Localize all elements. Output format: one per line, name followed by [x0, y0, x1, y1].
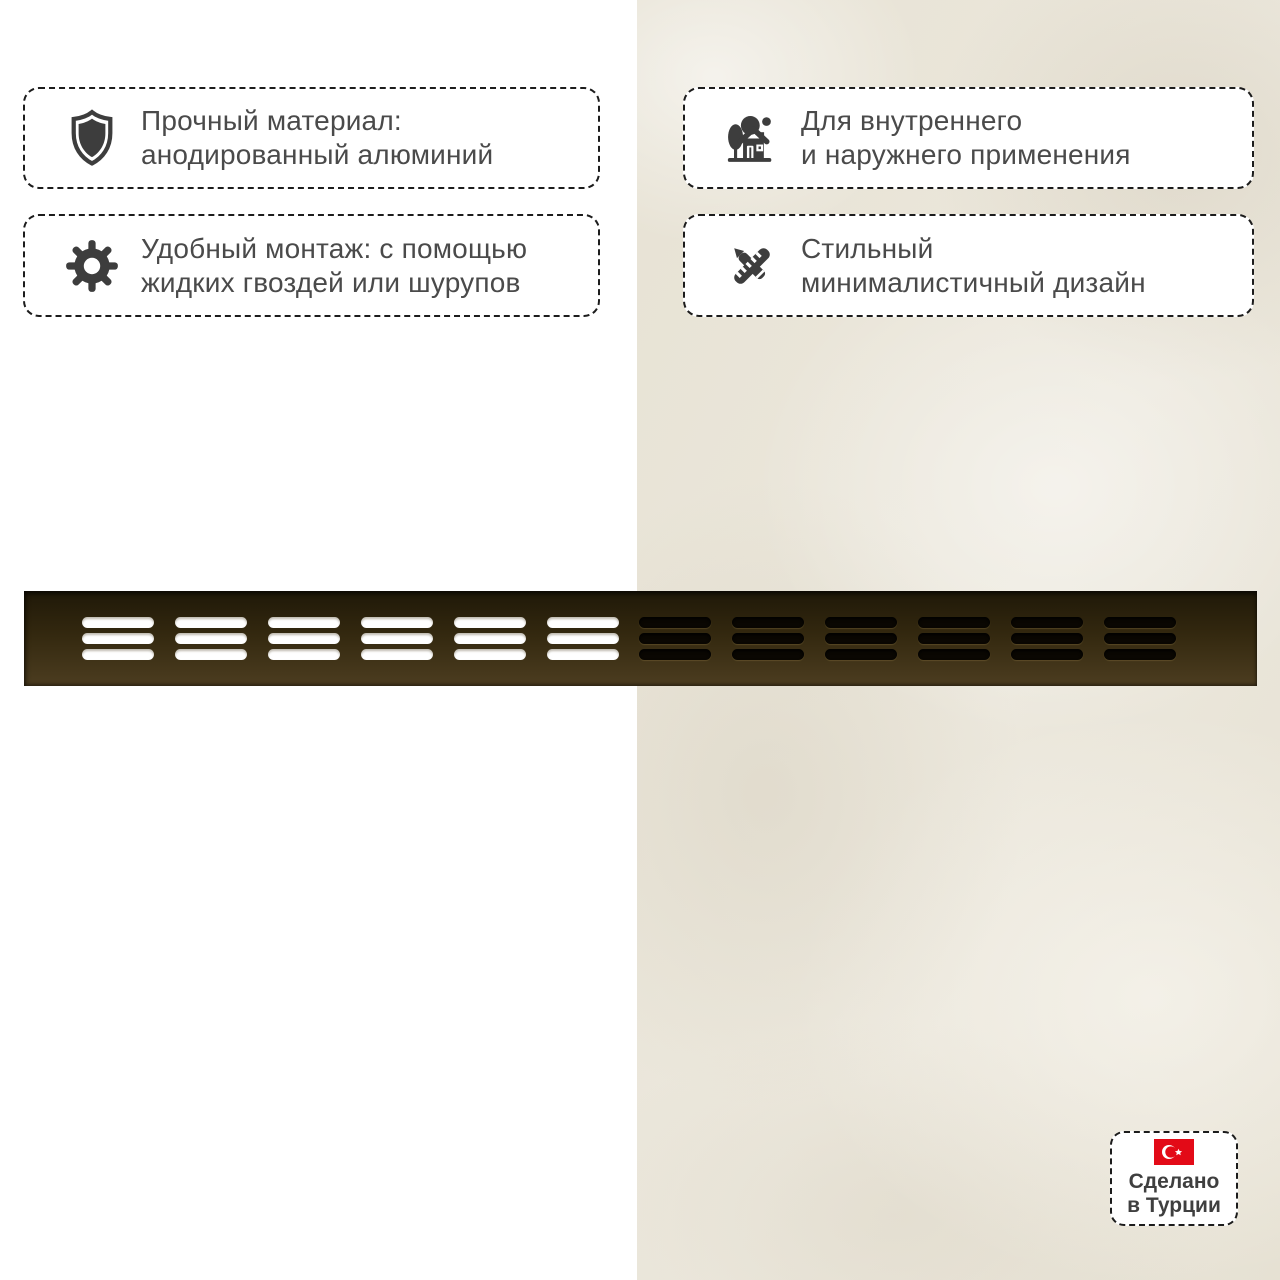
feature-line: Для внутреннего — [801, 105, 1023, 136]
vent-slot — [268, 617, 340, 628]
vent-slot — [175, 633, 247, 644]
vent-slot — [361, 649, 433, 660]
feature-line: Стильный — [801, 232, 934, 264]
pencil-ruler-icon — [723, 237, 781, 295]
vent-slot — [918, 633, 990, 644]
vent-slot — [82, 617, 154, 628]
vent-slot-group — [639, 617, 711, 660]
vent-slot — [918, 617, 990, 628]
vent-slot — [918, 649, 990, 660]
vent-slot — [547, 649, 619, 660]
vent-slots — [82, 591, 1176, 686]
vent-slot-group — [361, 617, 433, 660]
vent-slot-group — [918, 617, 990, 660]
turkey-flag-icon — [1154, 1139, 1194, 1165]
vent-slot — [547, 633, 619, 644]
vent-slot — [175, 617, 247, 628]
feature-line: жидких гвоздей или шурупов — [141, 266, 521, 298]
feature-line: минималистичный дизайн — [801, 266, 1146, 298]
vent-slot-group — [454, 617, 526, 660]
vent-slot — [454, 633, 526, 644]
vent-slot — [639, 617, 711, 628]
gear-icon — [63, 237, 121, 295]
vent-slot-group — [547, 617, 619, 660]
vent-slot — [732, 649, 804, 660]
made-in-badge — [1110, 1131, 1238, 1226]
vent-slot — [82, 649, 154, 660]
vent-slot — [639, 649, 711, 660]
feature-line: и наружнего применения — [801, 139, 1131, 170]
vent-slot — [1011, 617, 1083, 628]
vent-slot — [454, 617, 526, 628]
vent-slot — [1104, 617, 1176, 628]
vent-slot-group — [732, 617, 804, 660]
vent-slot-group — [825, 617, 897, 660]
vent-slot — [268, 649, 340, 660]
feature-line: Прочный материал: — [141, 105, 402, 136]
vent-slot-group — [175, 617, 247, 660]
vent-slot — [732, 617, 804, 628]
made-in-text-line: в Турции — [1127, 1194, 1221, 1217]
ventilation-grille-product — [24, 591, 1257, 686]
feature-card-usage — [683, 87, 1254, 189]
vent-slot — [639, 633, 711, 644]
vent-slot — [361, 617, 433, 628]
house-outdoor-icon — [723, 109, 781, 167]
vent-slot — [547, 617, 619, 628]
vent-slot — [1011, 649, 1083, 660]
feature-card-mounting — [23, 214, 600, 317]
vent-slot — [732, 633, 804, 644]
vent-slot — [825, 633, 897, 644]
vent-slot-group — [1011, 617, 1083, 660]
vent-slot — [1011, 633, 1083, 644]
feature-line: анодированный алюминий — [141, 139, 494, 170]
vent-slot — [268, 633, 340, 644]
feature-card-design — [683, 214, 1254, 317]
vent-slot-group — [1104, 617, 1176, 660]
vent-slot — [1104, 633, 1176, 644]
vent-slot — [1104, 649, 1176, 660]
shield-icon — [63, 109, 121, 167]
vent-slot — [454, 649, 526, 660]
made-in-text-line: Сделано — [1128, 1170, 1220, 1193]
vent-slot — [825, 649, 897, 660]
feature-line: Удобный монтаж: с помощью — [141, 232, 528, 264]
vent-slot — [82, 633, 154, 644]
vent-slot — [825, 617, 897, 628]
vent-slot — [175, 649, 247, 660]
vent-slot-group — [268, 617, 340, 660]
feature-card-material — [23, 87, 600, 189]
vent-slot — [361, 633, 433, 644]
vent-slot-group — [82, 617, 154, 660]
